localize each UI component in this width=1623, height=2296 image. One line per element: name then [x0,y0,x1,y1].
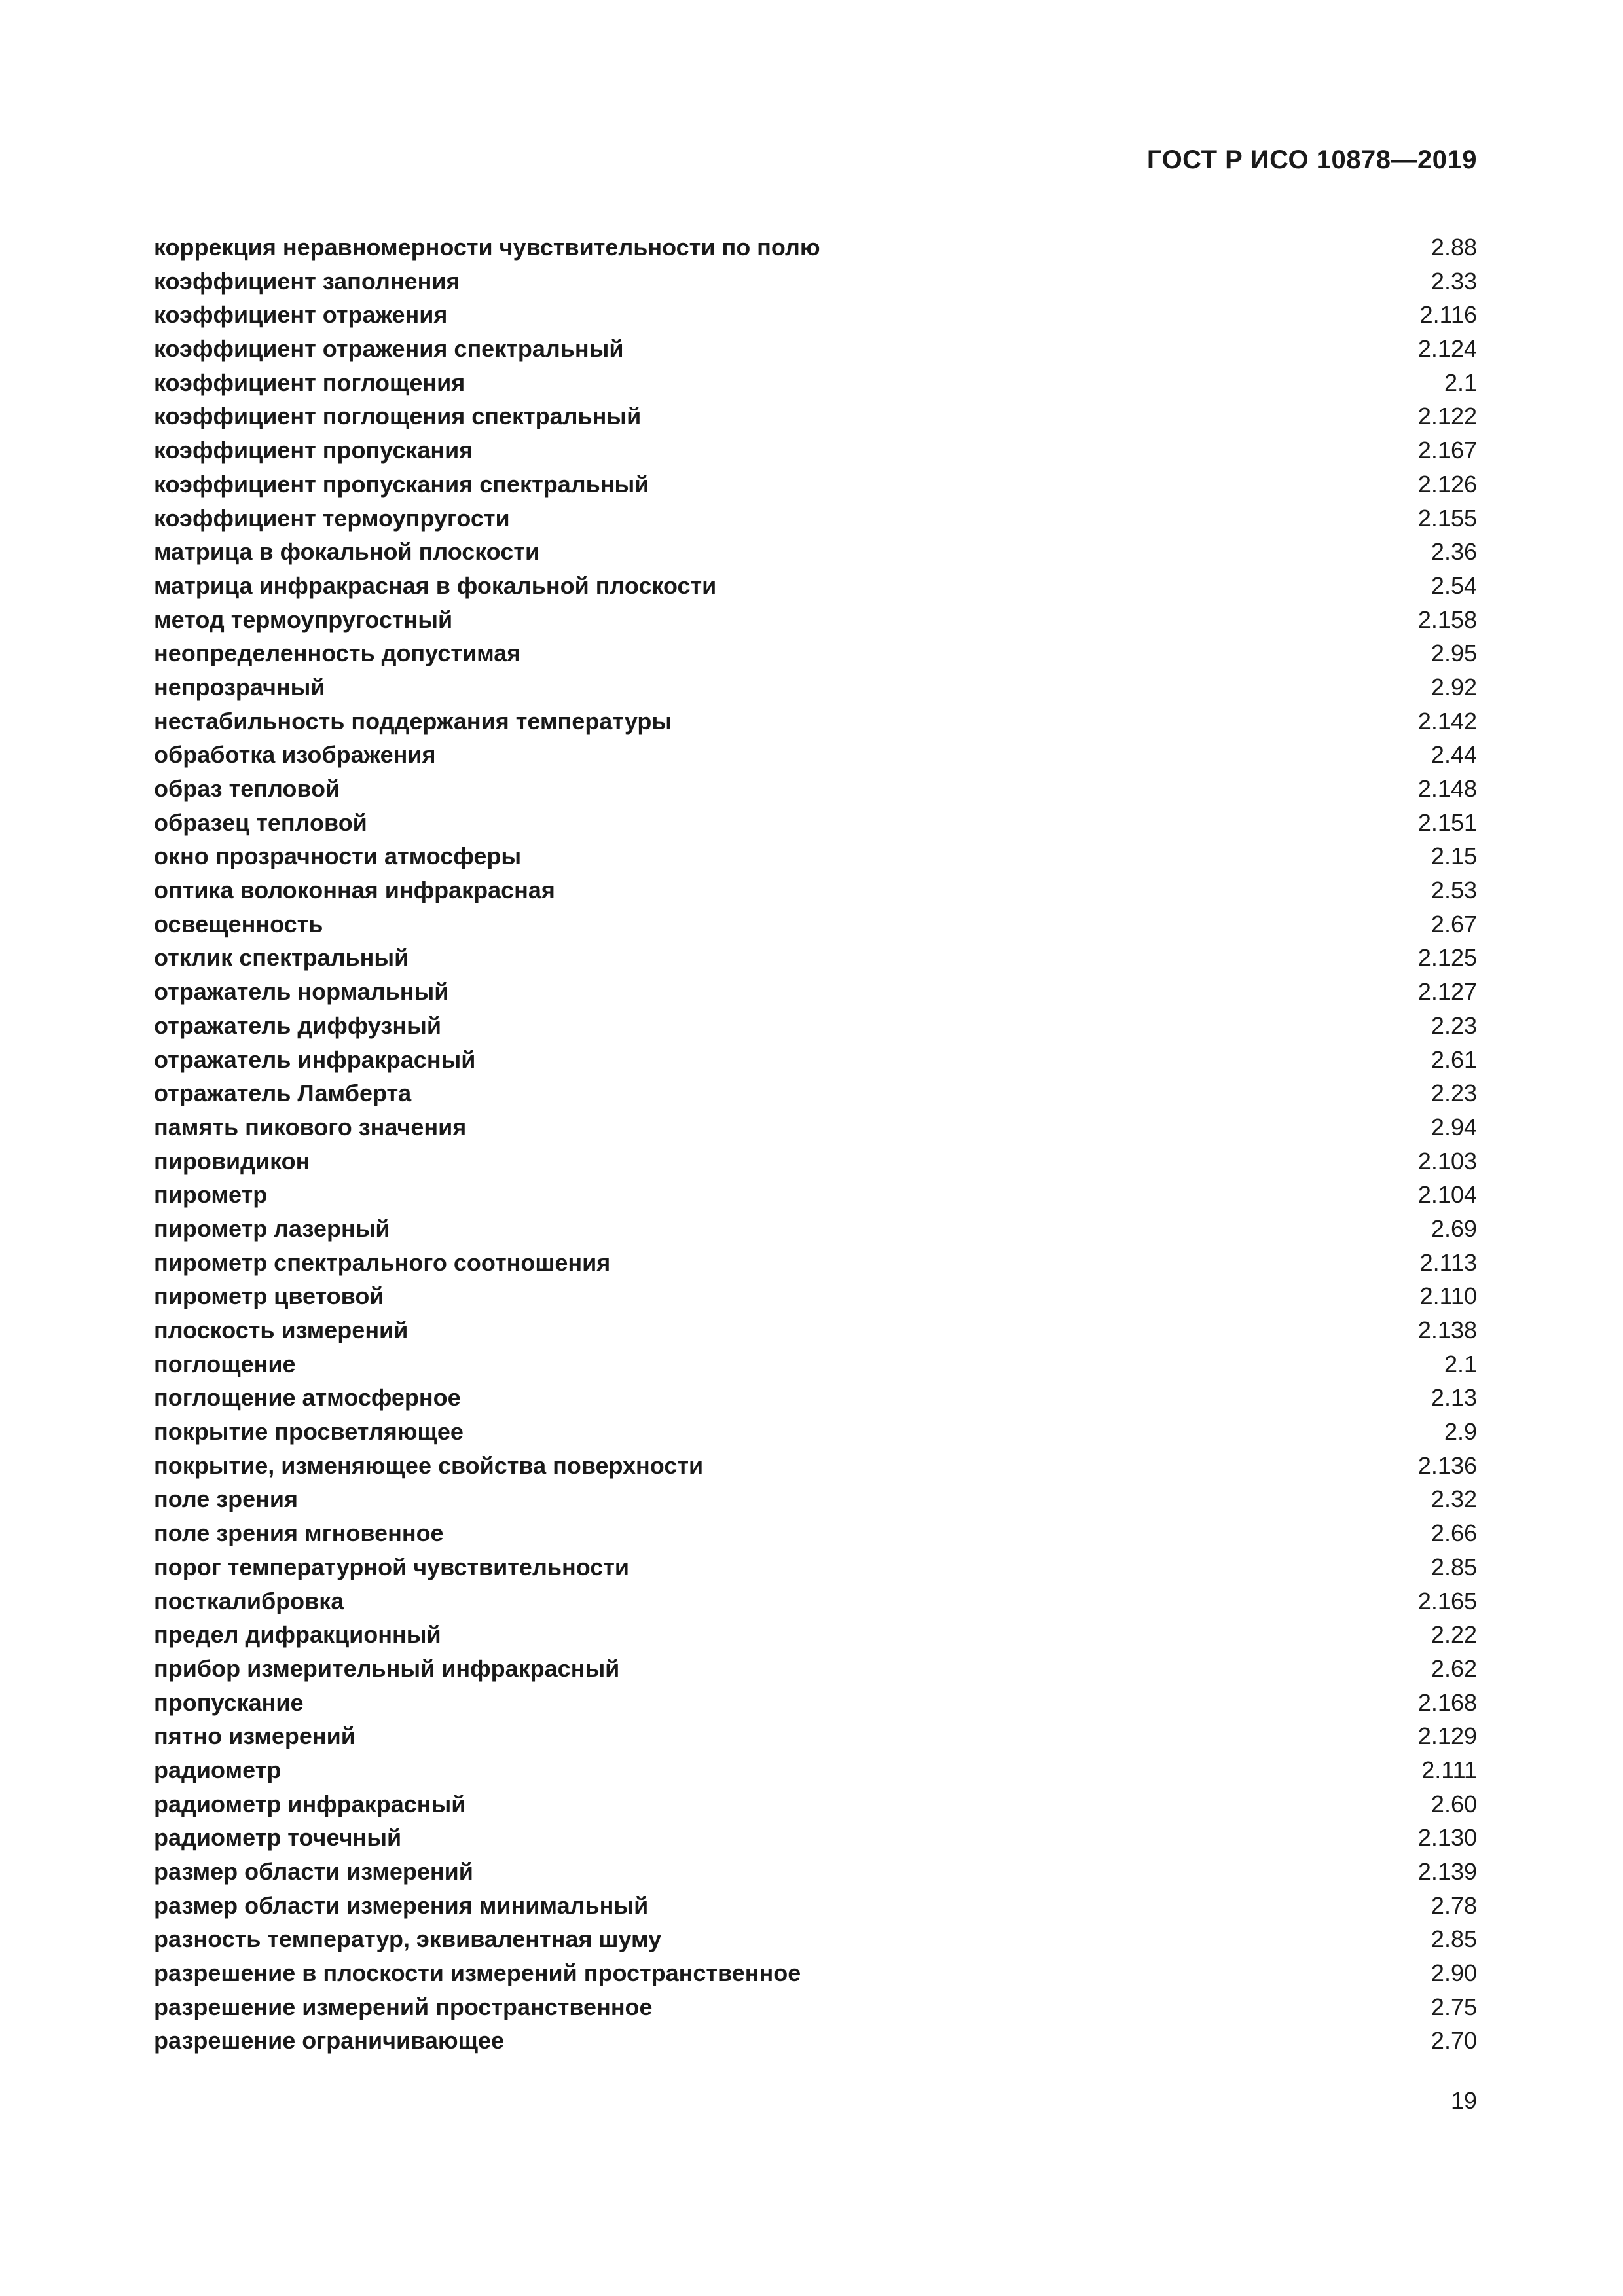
index-term: радиометр точечный [154,1824,402,1851]
index-clause-number: 2.33 [1431,267,1477,295]
index-term: разность температур, эквивалентная шуму [154,1925,662,1953]
index-term: пирометр цветовой [154,1283,384,1310]
index-entry [154,399,1477,433]
index-term: окно прозрачности атмосферы [154,843,522,870]
index-entry [154,1889,1477,1923]
index-clause-number: 2.126 [1417,470,1477,498]
index-entry [154,839,1477,873]
index-entry [154,264,1477,299]
index-entry [154,670,1477,704]
index-entry [154,1381,1477,1415]
index-entry [154,1652,1477,1686]
index-term: нестабильность поддержания температуры [154,707,672,735]
index-term: метод термоупругостный [154,606,453,633]
index-clause-number: 2.116 [1419,301,1477,329]
index-clause-number: 2.155 [1417,504,1477,532]
index-entry [154,535,1477,569]
index-term: отражатель инфракрасный [154,1046,476,1073]
index-entry [154,1313,1477,1347]
index-entry [154,1584,1477,1618]
index-entry [154,1855,1477,1889]
index-term: образец тепловой [154,809,367,836]
index-term: разрешение ограничивающее [154,2027,505,2054]
index-term: покрытие просветляющее [154,1418,464,1446]
index-entry [154,1787,1477,1821]
index-term: предел дифракционный [154,1621,441,1649]
index-entry [154,1212,1477,1246]
index-clause-number: 2.148 [1417,775,1477,802]
index-entry [154,1110,1477,1144]
index-term: радиометр [154,1756,282,1783]
index-clause-number: 2.44 [1431,741,1477,769]
index-clause-number: 2.92 [1431,673,1477,701]
index-clause-number: 2.1 [1444,1350,1477,1377]
index-clause-number: 2.1 [1444,369,1477,396]
index-term: пирометр [154,1181,268,1209]
index-entry [154,1449,1477,1483]
index-clause-number: 2.110 [1419,1283,1477,1310]
index-term: пропускание [154,1688,304,1716]
index-clause-number: 2.78 [1431,1891,1477,1919]
index-clause-number: 2.61 [1431,1046,1477,1073]
index-entry [154,332,1477,366]
index-clause-number: 2.23 [1431,1080,1477,1107]
index-clause-number: 2.142 [1417,707,1477,735]
index-entry [154,1550,1477,1584]
index-clause-number: 2.62 [1431,1654,1477,1682]
index-entry [154,1821,1477,1855]
index-term: порог температурной чувствительности [154,1553,629,1580]
index-clause-number: 2.165 [1417,1587,1477,1614]
index-entry [154,1076,1477,1110]
index-entry [154,738,1477,772]
index-term: матрица инфракрасная в фокальной плоскости [154,572,717,599]
index-term: плоскость измерений [154,1317,409,1343]
index-entry [154,1618,1477,1652]
index-entry [154,772,1477,806]
index-clause-number: 2.168 [1417,1688,1477,1716]
index-term: отклик спектральный [154,944,409,972]
index-term: образ тепловой [154,775,340,802]
index-clause-number: 2.54 [1431,572,1477,599]
index-clause-number: 2.53 [1431,877,1477,904]
index-entry [154,636,1477,670]
index-entry [154,1043,1477,1077]
index-entry [154,1144,1477,1178]
index-entry [154,1279,1477,1313]
index-clause-number: 2.70 [1431,2027,1477,2054]
index-clause-number: 2.139 [1417,1858,1477,1885]
index-term: отражатель нормальный [154,978,449,1006]
index-term: размер области измерения минимальный [154,1891,649,1919]
index-entry [154,873,1477,907]
index-term: коэффициент поглощения [154,369,465,396]
index-clause-number: 2.129 [1417,1722,1477,1750]
index-term: коэффициент пропускания [154,437,473,464]
index-term: разрешение измерений пространственное [154,1993,653,2020]
index-term: коэффициент заполнения [154,267,460,295]
index-term: прибор измерительный инфракрасный [154,1654,620,1682]
index-clause-number: 2.151 [1417,809,1477,836]
index-term: коэффициент отражения [154,301,448,329]
index-clause-number: 2.32 [1431,1485,1477,1513]
index-entry [154,2024,1477,2058]
index-term: коэффициент пропускания спектральный [154,470,649,498]
index-clause-number: 2.85 [1431,1925,1477,1953]
index-clause-number: 2.9 [1444,1418,1477,1446]
index-term: память пикового значения [154,1113,467,1140]
index-entry [154,1990,1477,2024]
index-entry [154,433,1477,467]
index-entry [154,569,1477,603]
term-index-list [154,230,1477,2058]
index-entry [154,1719,1477,1753]
index-term: коэффициент поглощения спектральный [154,403,642,430]
index-clause-number: 2.127 [1417,978,1477,1006]
index-clause-number: 2.124 [1417,335,1477,363]
index-term: размер области измерений [154,1858,473,1885]
index-clause-number: 2.36 [1431,538,1477,566]
index-entry [154,1516,1477,1550]
index-entry [154,1009,1477,1043]
index-entry [154,1347,1477,1381]
index-term: обработка изображения [154,741,436,769]
index-entry [154,366,1477,400]
index-term: разрешение в плоскости измерений пространственное [154,1959,801,1987]
index-entry [154,975,1477,1009]
index-term: покрытие, изменяющее свойства поверхности [154,1451,704,1479]
index-clause-number: 2.113 [1419,1248,1477,1276]
document-code-header: ГОСТ Р ИСО 10878—2019 [1146,145,1477,174]
index-clause-number: 2.75 [1431,1993,1477,2020]
index-clause-number: 2.66 [1431,1520,1477,1547]
index-clause-number: 2.95 [1431,640,1477,667]
index-term: радиометр инфракрасный [154,1790,466,1817]
index-term: поле зрения мгновенное [154,1520,444,1547]
index-clause-number: 2.138 [1417,1317,1477,1343]
index-term: поглощение атмосферное [154,1384,461,1412]
index-term: поглощение [154,1350,296,1377]
index-term: матрица в фокальной плоскости [154,538,540,566]
index-clause-number: 2.125 [1417,944,1477,972]
index-clause-number: 2.88 [1431,234,1477,261]
index-term: оптика волоконная инфракрасная [154,877,555,904]
index-clause-number: 2.111 [1421,1756,1477,1783]
index-term: пировидикон [154,1147,310,1175]
index-term: освещенность [154,910,323,938]
index-entry [154,1956,1477,1990]
index-entry [154,1482,1477,1516]
index-entry [154,298,1477,332]
index-term: поле зрения [154,1485,299,1513]
index-entry [154,941,1477,975]
index-entry [154,603,1477,637]
index-term: отражатель Ламберта [154,1080,412,1107]
index-term: неопределенность допустимая [154,640,521,667]
index-entry [154,1246,1477,1280]
index-clause-number: 2.103 [1417,1147,1477,1175]
index-clause-number: 2.136 [1417,1451,1477,1479]
index-clause-number: 2.69 [1431,1214,1477,1242]
index-clause-number: 2.122 [1417,403,1477,430]
index-clause-number: 2.158 [1417,606,1477,633]
index-entry [154,1753,1477,1787]
index-term: коэффициент отражения спектральный [154,335,624,363]
index-term: коррекция неравномерности чувствительности по полю [154,234,820,261]
index-term: посткалибровка [154,1587,344,1614]
index-term: пятно измерений [154,1722,356,1750]
index-term: коэффициент термоупругости [154,504,510,532]
index-entry [154,467,1477,501]
index-entry [154,1686,1477,1720]
index-entry [154,806,1477,840]
index-clause-number: 2.23 [1431,1011,1477,1039]
index-entry [154,907,1477,941]
index-term: непрозрачный [154,673,325,701]
index-entry [154,230,1477,264]
index-entry [154,1922,1477,1956]
index-clause-number: 2.130 [1417,1824,1477,1851]
index-clause-number: 2.60 [1431,1790,1477,1817]
index-clause-number: 2.15 [1431,843,1477,870]
index-entry [154,501,1477,536]
page-number: 19 [1450,2087,1477,2114]
index-clause-number: 2.94 [1431,1113,1477,1140]
index-clause-number: 2.13 [1431,1384,1477,1412]
index-entry [154,1415,1477,1449]
index-clause-number: 2.90 [1431,1959,1477,1987]
index-clause-number: 2.104 [1417,1181,1477,1209]
index-entry [154,1178,1477,1212]
index-clause-number: 2.67 [1431,910,1477,938]
index-clause-number: 2.167 [1417,437,1477,464]
index-term: пирометр лазерный [154,1214,390,1242]
index-term: отражатель диффузный [154,1011,441,1039]
index-term: пирометр спектрального соотношения [154,1248,611,1276]
index-clause-number: 2.22 [1431,1621,1477,1649]
index-clause-number: 2.85 [1431,1553,1477,1580]
index-entry [154,704,1477,738]
